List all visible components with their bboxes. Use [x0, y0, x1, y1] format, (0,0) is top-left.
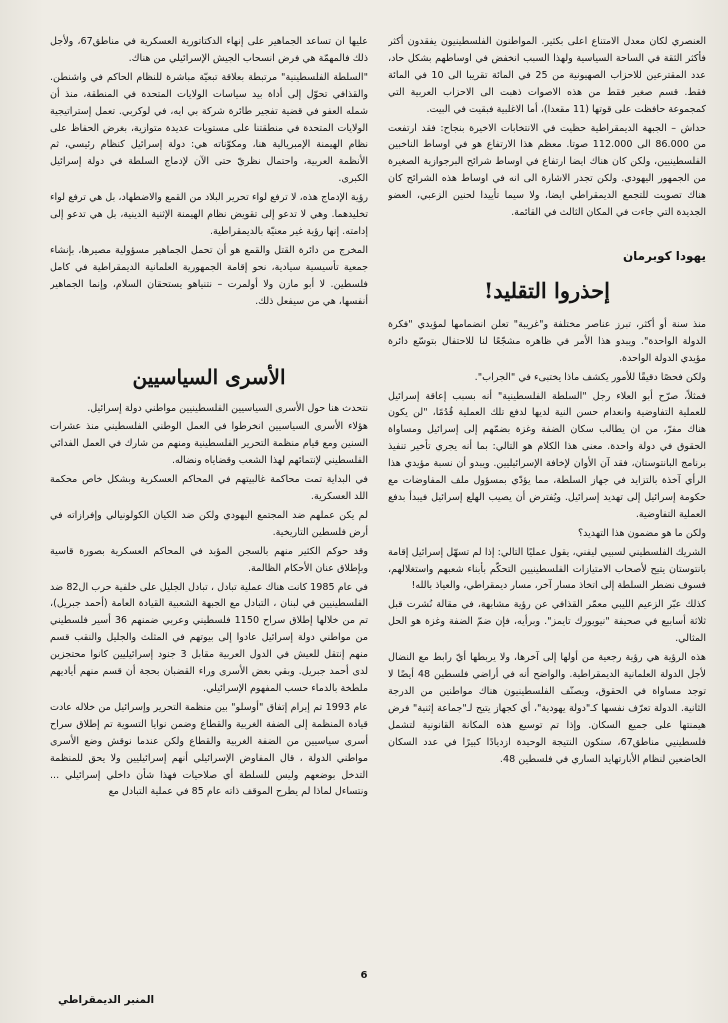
intro-paragraph-2: حداش – الجبهة الديمقراطية حظيت في الانتخابات الاخيرة بنجاح: فقد ارتفعت من 86.000 الى 112.000 صوتا. معظم هذا الارتفاع هو في اوساط الناخبين الفلسطينيين، ولكن كان هناك ايضا ارتفاع في اوساط شرائح البرجوازية الصغيرة من الجمهور اليهودي. ولكن تجدر الاشارة الى انه في اوساط هذه الشرائح كان هناك تصويت للتجمع الديمقراطي ايضا، ولا سيما تأييدا لحنين الزعبي، العضو الجديدة التي جاءت في المكان الثالث في القائمة. [388, 122, 706, 219]
article-author: يهودا كوبرمان [622, 248, 706, 263]
section-paragraph: في عام 1985 كانت هناك عملية تبادل ، تبادل الجليل على خلفية حرب ال82 ضد الفلسطينيين في لبنان ، التبادل مع الجبهة الشعبية القيادة العامة (أحمد جبريل)، تم من خلالها إطلاق سراح 1150 فلسطيني وعربي ضمنهم 36 أسير فلسطيني من مواطني دولة إسرائيل عادوا إلى بيوتهم في المثلث والجليل والنقب قسم منهم إنتقل للعيش في الدول العربية مقابل 3 جنود إسرائيليين كانوا محتجزين لدى أحمد جبريل. وبقي بعض الأسرى وراء القضبان بحجة أن قسم منهم أياديهم ملطخة بالدماء حسب المفهوم الإسرائيلي. [50, 581, 368, 694]
continued-paragraph: رؤية الإدماج هذه، لا ترفع لواء تحرير البلاد من القمع والاضطهاد، بل هي ترفع لواء تخليدهما. وهي لا تدعو إلى تقويض نظام الهيمنة الإثنية الدينية، بل هي تدعو إلى إدامته. إنها رؤية غير معنيّة بالديمقراطية. [50, 192, 368, 237]
intro-paragraph-1: العنصري لكان معدل الامتناع اعلى بكثير. المواطنون الفلسطينيون يفقدون أكثر فأكثر الثقة في الساحة السياسية ولهذا السبب انخفض في اوساطهم بشكل حاد، عدد المقترعين للاحزاب الصهيونية من 25 في المائة تقريبا الى 10 في المائة فقط. قسم صغير فقط من هذه الاصوات ذهبت الى الاحزاب العربية التي كمجموعة حافظت على قوتها (11 مقعدا)، أما الاغلبية فبقيت في البيت. [388, 36, 706, 115]
article-paragraph: ولكن فحصًا دقيقًا للأمور يكشف ماذا يختبىء في "الجراب". [474, 371, 706, 383]
section-title: الأسرى السياسيين [132, 364, 286, 389]
page-number: 6 [360, 970, 368, 981]
article-paragraph: كذلك عبّر الزعيم الليبي معمّر القذافي عن رؤية مشابهة، في مقالة نُشرت قبل ثلاثة أسابيع في صحيفة "نيويورك تايمز". وبرأيه، فإن ضمّ الضفة وغزة هو الحل المثالي. [388, 599, 706, 645]
continued-paragraph: عليها ان تساعد الجماهير على إنهاء الدكتاتورية العسكرية في مناطق67، ولأجل ذلك فالمهمّة هي فرض انسحاب الجيش الإسرائيلي من هناك. [50, 36, 368, 64]
section-paragraph: في البداية تمت محاكمة غالبيتهم في المحاكم العسكرية وبشكل خاص محكمة اللد العسكرية. [50, 474, 368, 503]
continued-paragraph: "السلطة الفلسطينية" مرتبطة بعلاقة تبعيّة مباشرة للنظام الحاكم في واشنطن. والقذافي تحوّل إلى أداة بيد سياسات الولايات المتحدة في المنطقة، منذ أن شمله العفو في قضية تفجير طائرة شركة بي ايه، في لوكربي. تعمل إستراتيجية الولايات المتحدة في منطقتنا على مستويات عديدة متوازية، بغرض الحفاظ على نظام الهيمنة الإمبريالية هنا، ومكوّناته هي: دولة إسرائيل كنظام رئيسي، ثم الأنظمة العربية، واحتمال نظريّ حتى الآن لإدماج السلطة في دولة إسرائيل الكبرى. [50, 71, 368, 185]
section-paragraph: لم يكن عملهم ضد المجتمع اليهودي ولكن ضد الكيان الكولونيالي وإفرازاته في أرض فلسطين التاريخية. [50, 509, 368, 538]
article-paragraph: هذه الرؤية هي رؤية رجعية من أولها إلى آخرها، ولا يربطها أيّ رابط مع النضال لأجل الدولة العلمانية الديمقراطية. والواضح أنه في أراضي فلسطين 48 أيضًا لا توجد مساواة في الحقوق، ويصنّف الفلسطينيون هناك مواطنين من الدرجة الثانية. الدولة تعرّف نفسها كـ"دولة يهودية"، أي كجهاز يتيح لـ"جماعة إثنية" فرض هيمنتها على جميع السكان. وإذا تم توسيع هذه المكانة القانونية لتشمل فلسطينيي مناطق67، سنكون النتيجة الوحيدة ازديادًا كبيرًا في عدد السكان الخاضعين لنظام الأبارتهايد الساري في فلسطين 48. [388, 652, 706, 765]
article-title: إحذروا التقليد! [484, 277, 610, 303]
article-paragraph: منذ سنة أو أكثر، تبرز عناصر مختلفة و"غريبة" تعلن انضمامها لمؤيدي "فكرة الدولة الواحدة". ويبدو هذا الأمر في ظاهره مشجّعًا لنا للاحتفال بتوسّع دائرة مؤيدي الدولة الواحدة. [388, 318, 706, 364]
section-paragraph: عام 1993 تم إبرام إتفاق "أوسلو" بين منظمة التحرير وإسرائيل من خلاله عادت قيادة المنظمة إلى الضفة الغربية والقطاع وضمن نوايا التسوية تم إطلاق سراح أسرى سياسيين من الضفة الغربية والقطاع ولكن عندما نوقش وضع الأسرى مواطني الدولة ، قال المفاوض الإسرائيلي أنهم إسرائيليين ولا يحق للمنظمة التدخل بوضعهم وليس للسلطة أي صلاحيات فهذا شأن داخلي إسرائيلي ... ونتساءل لماذا لم يطرح الموقف ذاته عام 85 في عملية التبادل مع [50, 701, 368, 798]
left-column [50, 34, 368, 974]
continued-paragraph: المخرج من دائرة القتل والقمع هو أن تحمل الجماهير مسؤولية مصيرها، بإنشاء جمعية تأسيسية سيادية، نحو إقامة الجمهورية العلمانية الديمقراطية في كامل فلسطين. لا أبو مازن ولا أولمرت – نتنياهو يستحقان السلام، وإنما الجماهير أنفسها، هي من سيفعل ذلك. [50, 244, 368, 307]
right-column [388, 34, 706, 930]
article-paragraph: الشريك الفلسطيني لسبيي ليفني، يقول عمليًا التالي: إذا لم تسهّل إسرائيل إقامة بانتوستان يتيح لأصحاب الامتيازات الفلسطينيين التحكّم بأبناء شعبهم واستغلالهم، فسوف نضطر السلطة إلى اتخاذ مسار آخر، مسار ديمقراطي، والعياذ بالله! [388, 546, 706, 592]
magazine-name: المنبر الديمقراطي [58, 994, 155, 1006]
section-paragraph: وقد حوكم الكثير منهم بالسجن المؤبد في المحاكم العسكرية بصورة قاسية وبإطلاق عنان الأحكام الظالمة. [50, 545, 368, 574]
article-paragraph: ولكن ما هو مضمون هذا التهديد؟ [578, 527, 706, 539]
section-paragraph: هؤلاء الأسرى السياسيين انخرطوا في العمل الوطني الفلسطيني منذ عشرات السنين ومع قيام منظمة التحرير الفلسطينية ومنهم من شارك في العمل الفدائي الفلسطيني لإنتمائهم لهذا الشعب وقضاياه ونضاله. [50, 421, 368, 467]
article-paragraph: فمثلاً، صرّح أبو العلاء رجل "السلطة الفلسطينية" أنه بسبب إعاقة إسرائيل للعملية التفاوضية وانعدام حسن النية لديها لدفع تلك العملية قُدُمًا، "لن يكون هناك مفرّ، من ان يطالب سكان الضفة وغزة بضمّهم إلى إسرائيل ومساواة الحقوق في دولة واحدة. معنى هذا الكلام هو التالي: بما أنه يجري تأخير تنفيذ برنامج البانتوستان، فقد آن الأوان لإخافة الإسرائيليين. ويبدو أن نسبة مؤيدي هذا الرأي آخذة بالتزايد في جهاز السلطة، مما يؤدّي بمسؤول ملف المفاوضات مع حكومة إسرائيل إلى تهديد إسرائيل. ويُفترض أن يصيب الهلع إسرائيل فيبدأ بدفع العملية التفاوضية. [388, 390, 706, 520]
section-paragraph: نتحدث هنا حول الأسرى السياسيين الفلسطينيين مواطني دولة إسرائيل. [87, 402, 368, 414]
